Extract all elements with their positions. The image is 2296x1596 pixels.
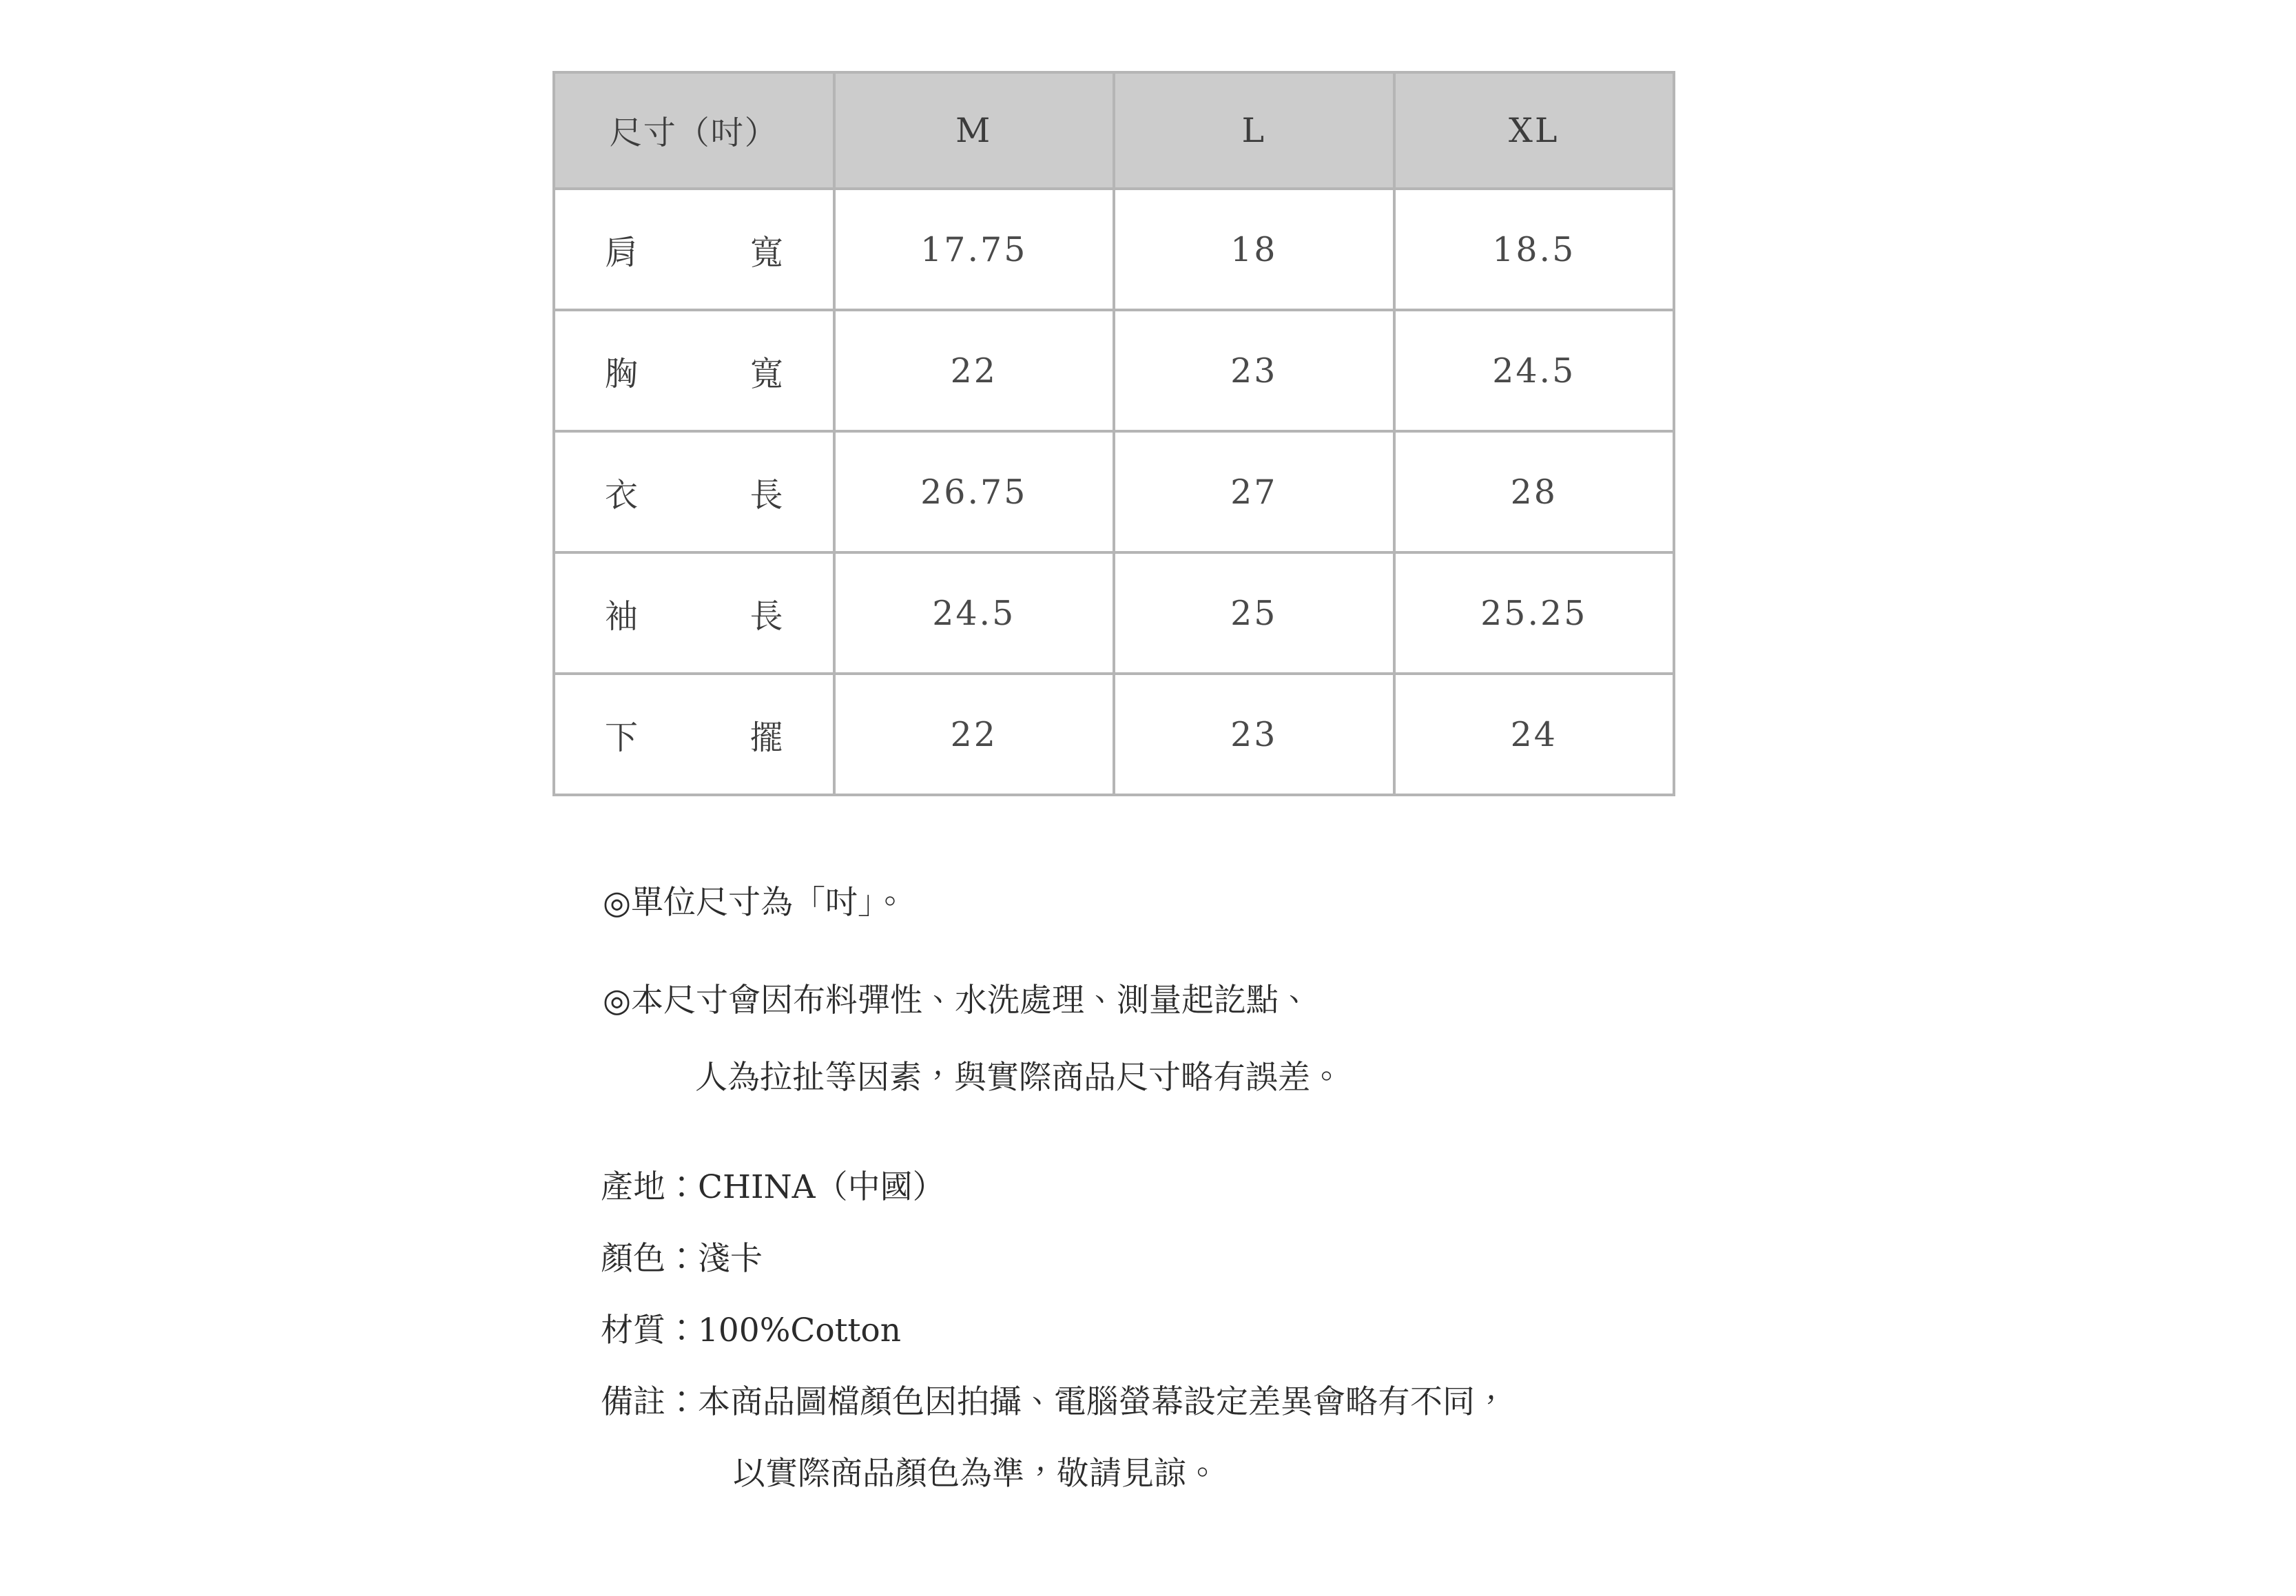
table-row: [554, 674, 1674, 795]
row-label-char: 長: [749, 597, 783, 636]
table-row: [554, 189, 1674, 310]
row-label-cell-chest: [554, 310, 834, 431]
cell-shoulder-m: [834, 189, 1115, 310]
measurement-notes: [603, 864, 2049, 1117]
product-origin: 產地：CHINA（中國）: [601, 1168, 945, 1206]
cell-sleeve-m: [834, 552, 1115, 674]
cell-value: 22: [950, 714, 997, 754]
row-label-char: 肩: [605, 233, 639, 272]
cell-sleeve-l: [1114, 552, 1394, 674]
cell-sleeve-xl: [1394, 552, 1675, 674]
row-label-char: 衣: [605, 475, 639, 515]
size-chart-table: [552, 71, 1675, 796]
cell-value: 18.5: [1492, 229, 1576, 269]
cell-hem-l: [1114, 674, 1394, 795]
cell-value: 28: [1510, 472, 1558, 512]
product-remark-line-2: 以實際商品顏色為準，敬請見諒。: [733, 1455, 1219, 1493]
header-size-m-label: M: [955, 111, 993, 150]
cell-value: 22: [950, 351, 997, 391]
table-row: [554, 431, 1674, 552]
header-unit-label: 尺寸（吋）: [609, 114, 778, 152]
row-label-char: 下: [605, 718, 639, 757]
row-label-cell-shoulder: [554, 189, 834, 310]
header-size-l-label: L: [1241, 111, 1267, 150]
cell-value: 25: [1230, 593, 1278, 633]
row-label-cell-length: [554, 431, 834, 552]
cell-value: 23: [1230, 351, 1278, 391]
cell-value: 24: [1510, 714, 1558, 754]
cell-value: 25.25: [1480, 593, 1588, 633]
header-cell-size-l: [1114, 72, 1394, 189]
product-remark-line-1: 備註：本商品圖檔顏色因拍攝、電腦螢幕設定差異會略有不同，: [601, 1383, 1507, 1421]
row-label-shoulder: [555, 226, 833, 273]
row-label-char: 擺: [749, 718, 783, 757]
header-size-xl-label: XL: [1509, 111, 1560, 150]
cell-value: 24.5: [1492, 351, 1576, 391]
cell-hem-xl: [1394, 674, 1675, 795]
header-cell-size-xl: [1394, 72, 1675, 189]
product-info-block: [601, 1152, 2116, 1510]
table-header-row: [554, 72, 1674, 189]
cell-shoulder-xl: [1394, 189, 1675, 310]
row-label-char: 寬: [749, 354, 783, 393]
cell-value: 23: [1230, 714, 1278, 754]
cell-value: 27: [1230, 472, 1278, 512]
product-color: 顏色：淺卡: [601, 1240, 763, 1278]
cell-value: 17.75: [920, 229, 1028, 269]
row-label-hem: [555, 711, 833, 758]
cell-shoulder-l: [1114, 189, 1394, 310]
cell-chest-xl: [1394, 310, 1675, 431]
row-label-char: 袖: [605, 597, 639, 636]
row-label-char: 胸: [605, 354, 639, 393]
row-label-sleeve: [555, 590, 833, 637]
row-label-length: [555, 468, 833, 516]
cell-length-m: [834, 431, 1115, 552]
cell-value: 26.75: [920, 472, 1028, 512]
cell-hem-m: [834, 674, 1115, 795]
row-label-cell-hem: [554, 674, 834, 795]
header-cell-size-m: [834, 72, 1115, 189]
cell-length-l: [1114, 431, 1394, 552]
note-unit: ◎單位尺寸為「吋」。: [603, 884, 907, 922]
row-label-chest: [555, 347, 833, 395]
product-material: 材質：100%Cotton: [601, 1312, 901, 1349]
cell-value: 24.5: [932, 593, 1016, 633]
cell-chest-m: [834, 310, 1115, 431]
cell-value: 18: [1230, 229, 1278, 269]
header-cell-unit: [554, 72, 834, 189]
table-row: [554, 310, 1674, 431]
note-tolerance-line-2: 人為拉扯等因素，與實際商品尺寸略有誤差。: [695, 1059, 1343, 1097]
row-label-cell-sleeve: [554, 552, 834, 674]
note-spacer: [603, 942, 2049, 962]
row-label-char: 寬: [749, 233, 783, 272]
table-row: [554, 552, 1674, 674]
row-label-char: 長: [749, 475, 783, 515]
note-tolerance-line-1: ◎本尺寸會因布料彈性、水洗處理、測量起訖點、: [603, 982, 1312, 1019]
cell-chest-l: [1114, 310, 1394, 431]
cell-length-xl: [1394, 431, 1675, 552]
